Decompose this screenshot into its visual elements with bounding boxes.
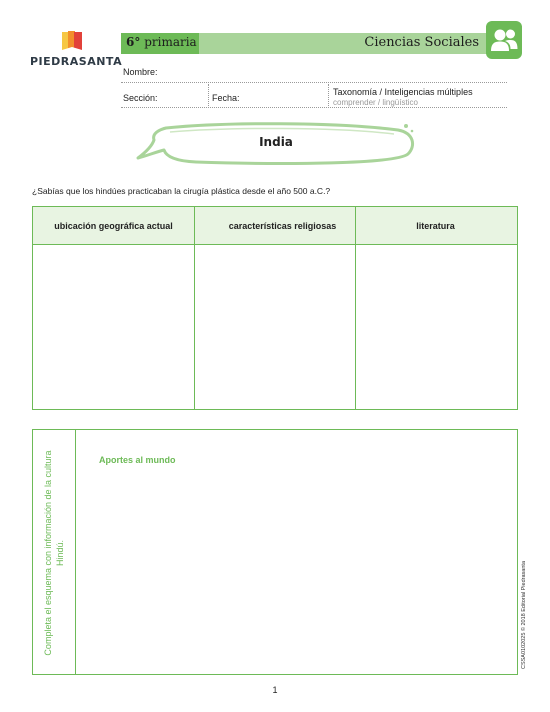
cell-ubicacion[interactable] — [33, 246, 194, 409]
worksheet-title: India — [259, 135, 293, 149]
page-number: 1 — [272, 685, 278, 695]
aportes-heading: Aportes al mundo — [99, 455, 176, 465]
grade-level: primaria — [144, 35, 197, 49]
schema-box — [32, 429, 518, 675]
copyright-wrap — [519, 540, 529, 690]
organizer-table — [32, 206, 518, 410]
people-icon — [486, 21, 522, 59]
fun-fact-question: ¿Sabías que los hindúes practicaban la cirugía plástica desde el año 500 a.C.? — [32, 186, 331, 196]
instruction-text: Completa el esquema con información de la cultura Hindú. — [43, 450, 65, 656]
seccion-label: Sección: — [123, 93, 158, 103]
header-caracteristicas: características religiosas — [228, 221, 337, 231]
cell-caracteristicas[interactable] — [195, 246, 355, 409]
header-bar — [121, 33, 489, 54]
subject-title: Ciencias Sociales — [364, 35, 479, 50]
header-literatura: literatura — [416, 221, 455, 231]
publisher-logo — [30, 28, 122, 72]
header-ubicacion: ubicación geográfica actual — [54, 221, 173, 231]
taxonomy-sublabel: comprender / lingüístico — [333, 98, 418, 107]
copyright-text: CSSA0102025 © 2018 Editorial Piedrasanta — [521, 561, 527, 670]
taxonomy-label: Taxonomía / Inteligencias múltiples — [333, 87, 473, 97]
fecha-label: Fecha: — [212, 93, 240, 103]
grade-box — [121, 33, 199, 54]
subject-badge — [486, 21, 522, 59]
schema-divider — [75, 430, 76, 674]
cell-literatura[interactable] — [356, 246, 516, 409]
schema-answer-area[interactable] — [77, 430, 517, 674]
nombre-field[interactable] — [121, 57, 507, 83]
nombre-label: Nombre: — [123, 67, 158, 77]
book-logo-icon — [61, 30, 83, 52]
grade-number: 6° — [126, 35, 141, 49]
instruction-column — [33, 430, 75, 676]
grade-label — [126, 35, 197, 49]
logo-wordmark: PIEDRASANTA — [30, 55, 123, 68]
